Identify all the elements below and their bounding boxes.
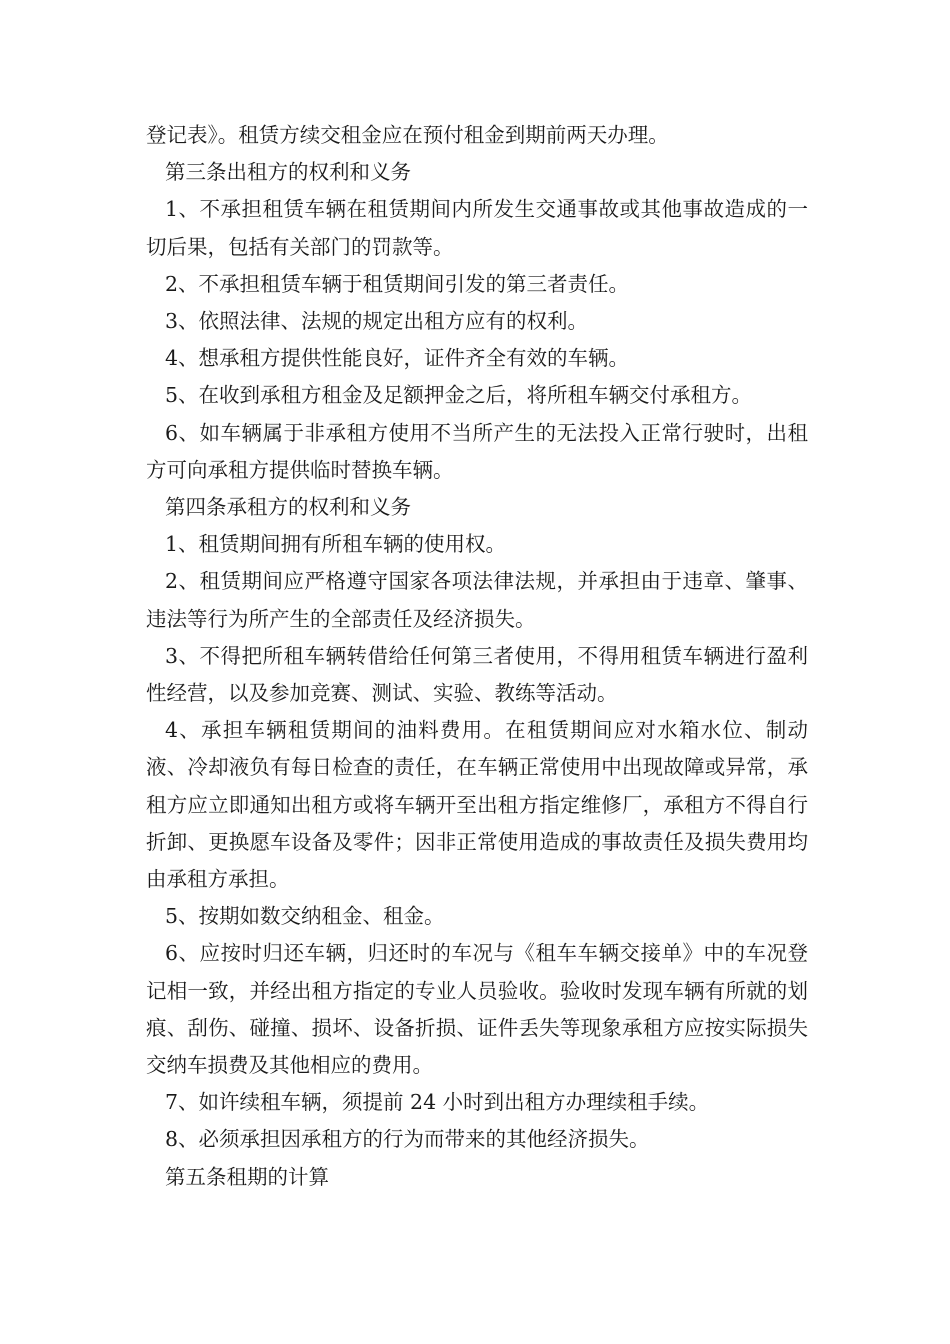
paragraph-continuation: 登记表》。租赁方续交租金应在预付租金到期前两天办理。 [146,123,669,147]
section-heading-article-4: 第四条承租方的权利和义务 [165,495,411,520]
clause-3-4: 4、想承租方提供性能良好，证件齐全有效的车辆。 [165,346,630,371]
clause-4-8: 8、必须承担因承租方的行为而带来的其他经济损失。 [165,1127,650,1152]
clause-3-6: 6、如车辆属于非承租方使用不当所产生的无法投入正常行驶时，出租方可向承租方提供临时替换车辆。 [146,420,808,482]
clause-4-2: 2、租赁期间应严格遵守国家各项法律法规，并承担由于违章、肇事、违法等行为所产生的全部责任及经济损失。 [146,569,808,631]
clause-3-1: 1、不承担租赁车辆在租赁期间内所发生交通事故或其他事故造成的一切后果，包括有关部门的罚款等。 [146,197,808,259]
clause-4-6: 6、应按时归还车辆，归还时的车况与《租车车辆交接单》中的车况登记相一致，并经出租方指定的专业人员验收。验收时发现车辆有所就的划痕、刮伤、碰撞、损坏、设备折损、证件丢失等现象承租方应按实际损失交纳车损费及其他相应的费用。 [146,941,808,1078]
section-heading-article-3: 第三条出租方的权利和义务 [165,160,411,185]
document-body [146,117,808,1196]
clause-4-1: 1、租赁期间拥有所租车辆的使用权。 [165,532,507,557]
clause-4-3: 3、不得把所租车辆转借给任何第三者使用，不得用租赁车辆进行盈利性经营，以及参加竞赛、测试、实验、教练等活动。 [146,643,808,706]
clause-4-7: 7、如许续租车辆，须提前 24 小时到出租方办理续租手续。 [165,1090,710,1115]
clause-4-4: 4、承担车辆租赁期间的油料费用。在租赁期间应对水箱水位、制动液、冷却液负有每日检查的责任，在车辆正常使用中出现故障或异常，承租方应立即通知出租方或将车辆开至出租方指定维修厂，承租方不得自行折卸、更换愿车设备及零件；因非正常使用造成的事故责任及损失费用均由承租方承担。 [146,718,808,892]
section-heading-article-5: 第五条租期的计算 [165,1164,329,1189]
clause-4-5: 5、按期如数交纳租金、租金。 [165,904,445,929]
clause-3-2: 2、不承担租赁车辆于租赁期间引发的第三者责任。 [165,271,630,296]
clause-3-5: 5、在收到承租方租金及足额押金之后，将所租车辆交付承租方。 [165,383,753,408]
clause-3-3: 3、依照法律、法规的规定出租方应有的权利。 [165,309,589,334]
